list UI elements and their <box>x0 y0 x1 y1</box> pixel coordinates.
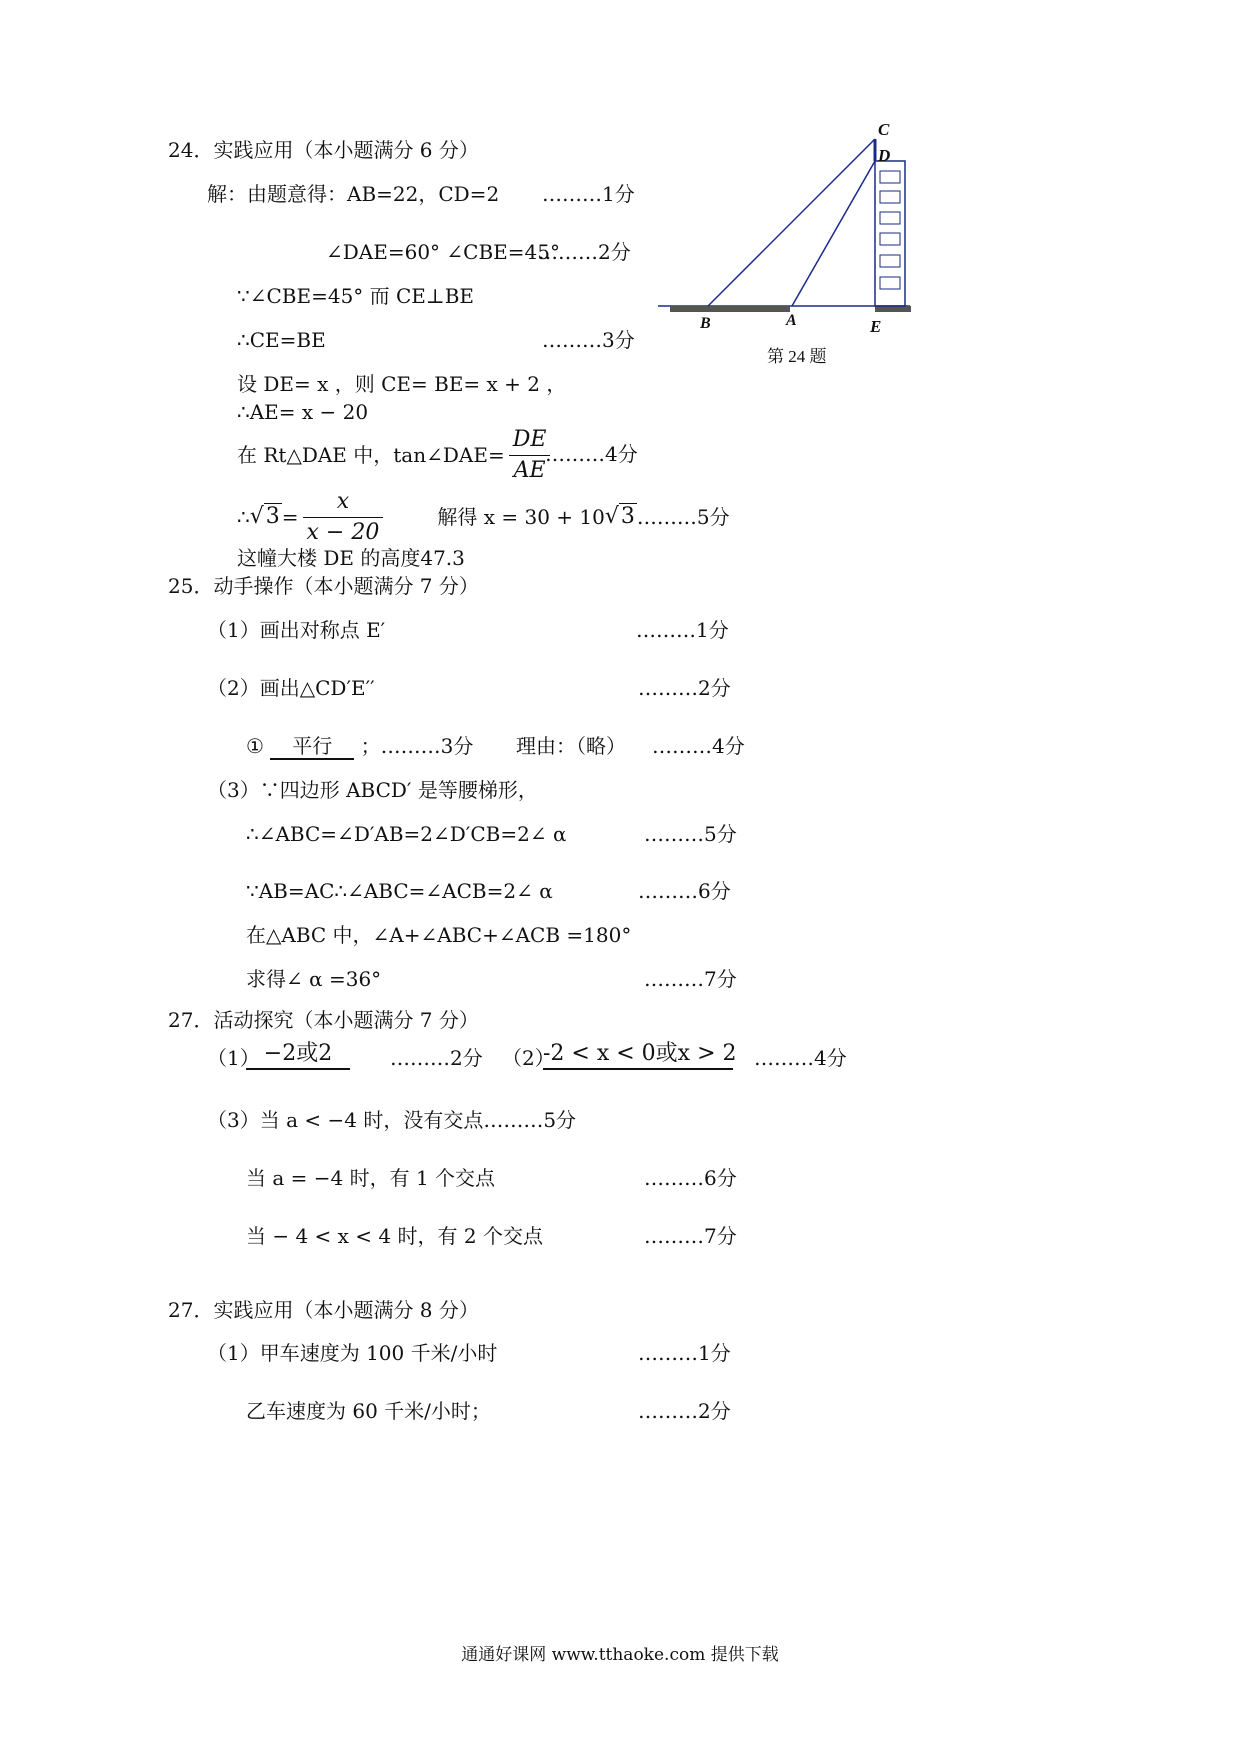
q25-part2b-score: ；………3分 <box>360 734 474 758</box>
answer-1: −2或2 <box>246 1040 350 1070</box>
window <box>880 171 900 183</box>
q24-line4-score: ………3分 <box>542 328 635 352</box>
q25-part3-line2: ∵AB=AC∴∠ABC=∠ACB=2∠ α <box>246 879 553 903</box>
label-d: D <box>878 146 891 165</box>
footer: 通通好课网 www.tthaoke.com 提供下载 <box>461 1645 779 1665</box>
circle-one: ① <box>246 734 264 758</box>
label-b: B <box>700 315 711 332</box>
line-bc <box>708 139 875 306</box>
q24-solution: 解得 x = 30 + 10 <box>437 505 605 529</box>
q27b-part1: （1）甲车速度为 100 千米/小时 <box>207 1341 498 1365</box>
q27a-part3-line3: 当 − 4 < x < 4 时，有 2 个交点 <box>246 1224 543 1248</box>
window <box>880 277 900 289</box>
q24-line7-score: ………4分 <box>545 442 638 466</box>
x-numerator: x <box>336 488 350 514</box>
sqrt-3: √3 <box>249 504 280 529</box>
ground-hatch-left <box>670 306 790 312</box>
q25-part3-line4-score: ………7分 <box>644 967 737 991</box>
sqrt-3-radicand: 3 <box>265 504 280 529</box>
q27a-part2-score: ………4分 <box>754 1046 847 1070</box>
q24-line1-score: ………1分 <box>542 182 635 206</box>
q25-part3-line1: ∴∠ABC=∠D′AB=2∠D′CB=2∠ α <box>246 822 567 846</box>
q25-reason: 理由：（略） <box>516 734 626 758</box>
q27a-part1-score: ………2分 <box>390 1046 483 1070</box>
q24-line5: 设 DE= x ，则 CE= BE= x + 2 ， <box>237 372 567 396</box>
q25-part3-line2-score: ………6分 <box>638 879 731 903</box>
therefore-symbol: ∴ <box>237 505 250 529</box>
q24-line3: ∵∠CBE=45° 而 CE⊥BE <box>237 284 475 308</box>
ground-hatch-right <box>875 306 911 312</box>
sqrt-3-solution: √3 <box>604 504 635 529</box>
q27a-heading: 27．活动探究（本小题满分 7 分） <box>168 1008 479 1032</box>
q25-heading: 25．动手操作（本小题满分 7 分） <box>168 574 479 598</box>
equals-sign: = <box>281 505 299 529</box>
q24-line2-score: ………2分 <box>538 240 631 264</box>
q25-part3-line1-score: ………5分 <box>644 822 737 846</box>
answer-2: -2 < x < 0或x > 2 <box>543 1040 733 1070</box>
q25-part3: （3）∵四边形 ABCD′ 是等腰梯形， <box>207 778 538 802</box>
q24-line8 <box>237 486 730 548</box>
q27b-part1-line2-score: ………2分 <box>638 1399 731 1423</box>
window <box>880 233 900 245</box>
q27a-part1-label: （1） <box>207 1046 260 1070</box>
q27a-part3-line2-score: ………6分 <box>644 1166 737 1190</box>
q27a-part2-label: （2） <box>502 1046 555 1070</box>
q25-part2: （2）画出△CD′E′′ <box>207 676 375 700</box>
q25-part1-score: ………1分 <box>636 618 729 642</box>
q24-line2: ∠DAE=60° ∠CBE=45° <box>326 240 560 264</box>
q24-line8-score: ………5分 <box>636 505 730 529</box>
q24-line4: ∴CE=BE <box>237 328 326 352</box>
tan-numerator: DE <box>512 426 547 452</box>
sqrt-3-solution-radicand: 3 <box>620 504 635 529</box>
q27b-part1-score: ………1分 <box>638 1341 731 1365</box>
q25-part3-line4: 求得∠ α =36° <box>246 967 382 991</box>
q25-part3-line3: 在△ABC 中，∠A+∠ABC+∠ACB =180° <box>246 923 632 947</box>
tan-denominator: AE <box>513 457 546 483</box>
q27a-part3-line3-score: ………7分 <box>644 1224 737 1248</box>
label-a: A <box>786 312 797 329</box>
q27b-heading: 27．实践应用（本小题满分 8 分） <box>168 1298 479 1322</box>
q24-heading: 24．实践应用（本小题满分 6 分） <box>168 138 479 162</box>
window <box>880 255 900 267</box>
q25-part2-score: ………2分 <box>638 676 731 700</box>
q24-line7 <box>237 424 554 486</box>
q25-reason-score: ………4分 <box>652 734 745 758</box>
x-fraction <box>303 487 384 548</box>
q24-line9: 这幢大楼 DE 的高度47.3 <box>237 546 465 570</box>
q27a-part3-line2: 当 a = −4 时，有 1 个交点 <box>246 1166 496 1190</box>
q27a-part3: （3）当 a < −4 时，没有交点………5分 <box>207 1108 577 1132</box>
q24-line7-text: 在 Rt△DAE 中，tan∠DAE= <box>237 443 505 467</box>
q24-line6: ∴AE= x − 20 <box>237 400 369 424</box>
window <box>880 191 900 203</box>
figure-24 <box>700 120 920 375</box>
figure-caption: 第 24 题 <box>767 347 827 366</box>
q27b-part1-line2: 乙车速度为 60 千米/小时； <box>246 1399 491 1423</box>
window <box>880 212 900 224</box>
line-ad <box>792 161 875 306</box>
answer-parallel: 平行 <box>270 734 354 760</box>
q25-part2b <box>246 732 473 760</box>
q25-part1: （1）画出对称点 E′ <box>207 618 386 642</box>
x-denominator: x − 20 <box>306 519 380 545</box>
label-c: C <box>878 120 890 139</box>
q24-line1: 解：由题意得：AB=22，CD=2 <box>207 182 500 206</box>
label-e: E <box>870 317 882 336</box>
